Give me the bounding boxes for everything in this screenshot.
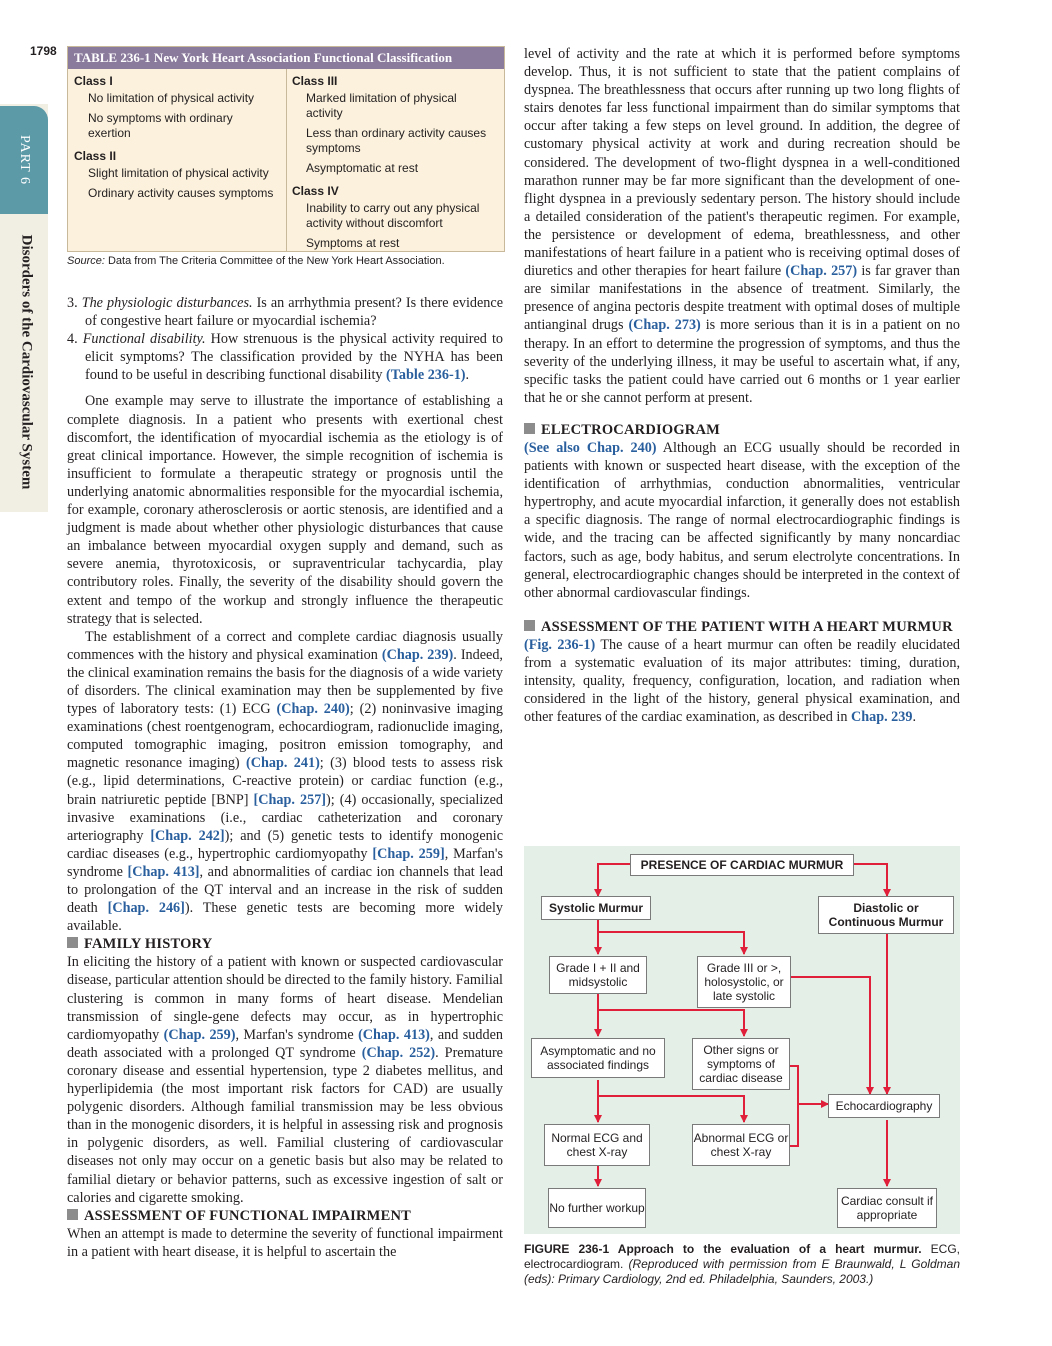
table-item: Inability to carry out any physical activity without discomfort (306, 201, 480, 230)
table-class-label: Class IV (292, 184, 339, 198)
source-text: Data from The Criteria Committee of the New York Heart Association. (104, 255, 445, 267)
section-heading: ASSESSMENT OF FUNCTIONAL IMPAIRMENT (67, 1207, 503, 1225)
section-heading: ELECTROCARDIOGRAM (524, 421, 960, 439)
section-heading: FAMILY HISTORY (67, 935, 503, 953)
right-column (524, 45, 960, 726)
caption-label: FIGURE 236-1 Approach to the evaluation of a heart murmur. (524, 1242, 922, 1256)
chapter-link[interactable]: [Chap. 259] (372, 845, 445, 862)
chapter-link[interactable]: (Chap. 239) (381, 646, 454, 663)
table-class-label: Class I (74, 74, 113, 88)
table-item: No symptoms with ordinary exertion (88, 111, 233, 140)
square-bullet-icon (67, 937, 78, 948)
table-item: Asymptomatic at rest (306, 161, 419, 175)
list-item: 3. The physiologic disturbances. Is an arrhythmia present? Is there evidence of congestive heart failure or myocardial ischemia? (67, 295, 503, 330)
chapter-link[interactable]: (Chap. 257) (785, 263, 858, 280)
nyha-table (67, 46, 505, 252)
table-item: Less than ordinary activity causes symptoms (306, 126, 487, 155)
table-column-right (286, 71, 496, 256)
chapter-link[interactable]: (Chap. 259) (163, 1026, 236, 1043)
paragraph: (Fig. 236-1) The cause of a heart murmur can often be readily elucidated from a systematic evaluation of its major attributes: timing, duration, intensity, quality, frequency, configuration, location, and radiation when considered in the light of the history, general physical examination, and other features of the cardiac examination, as described in Chap. 239. (524, 636, 960, 726)
paragraph: (See also Chap. 240) Although an ECG usually should be recorded in patients with known or suspected heart disease, with the exception of the identification of arrhythmias, conduction abnormalities, ventricular hypertrophy, and acute myocardial infarction, it generally does not establish a specific diagnosis. The range of normal electrocardiographic findings is wide, and the tracing can be affected significantly by many noncardiac factors, such as age, body habitus, and serum electrolyte concentrations. In general, electrocardiographic changes should be interpreted in the context of other abnormal cardiovascular findings. (524, 439, 960, 601)
caption-text: ECG, electrocardiogram. (524, 1242, 961, 1271)
paragraph: One example may serve to illustrate the importance of establishing a complete diagnosis. In a patient who presents with exertional chest discomfort, the identification of myocardial ischemia as the etiology is of great clinical importance. However, the simple recognition of ischemia is insufficient to formulate a therapeutic strategy or prognosis until the underlying anatomic abnormalities responsible for the myocardial ischemia, for example, coronary atherosclerosis or aortic stenosis, are identified and a judgment is made about whether other physiologic disturbances that cause an imbalance between myocardial oxygen supply and demand, such as severe anemia, thyrotoxicosis, or supraventricular tachycardia, play contributory roles. Finally, the severity of the disability should govern the extent and tempo of the workup and strongly influence the therapeutic strategy that is selected. (67, 393, 503, 627)
chapter-link[interactable]: (Chap. 241) (246, 755, 320, 772)
figure-caption (524, 1242, 960, 1287)
systolic-box: Systolic Murmur (541, 896, 651, 920)
chapter-link[interactable]: [Chap. 257] (253, 791, 327, 808)
page-number: 1798 (30, 44, 57, 58)
chapter-link[interactable]: (Chap. 413) (358, 1026, 430, 1043)
no-further-box: No further workup (548, 1188, 646, 1228)
chapter-link[interactable]: (Chap. 252) (361, 1044, 436, 1061)
table-source (67, 255, 507, 267)
table-item: Symptoms at rest (306, 236, 400, 250)
paragraph: The establishment of a correct and complete cardiac diagnosis usually commences with the history and physical examination (Chap. 239). Indeed, the clinical examination remains the basis for the diagnosis of a wide variety of disorders. The clinical examination may then be supplemented by five types of laboratory tests: (1) ECG (Chap. 240); (2) noninvasive imaging examinations (chest roentgenogram, echocardiogram, radionuclide imaging, computed tomographic imaging, positron emission tomography, and magnetic resonance imaging) (Chap. 241); (3) blood tests to assess risk (e.g., lipid determinations, C-reactive protein) or cardiac function (e.g., brain natriuretic peptide [BNP] [Chap. 257]); (4) occasionally, specialized invasive examinations (i.e., cardiac catheterization and coronary arteriography [Chap. 242]); and (5) genetic tests to identify monogenic cardiac diseases (e.g., hypertrophic cardiomyopathy [Chap. 259], Marfan's syndrome [Chap. 413], and abnormalities of cardiac ion channels that lead to prolongation of the QT interval and an increase in the risk of sudden death [Chap. 246]). These genetic tests are becoming more widely available. (67, 628, 504, 935)
table-item: Ordinary activity causes symptoms (88, 186, 274, 200)
grade-1-2-box: Grade I + II and midsystolic (549, 956, 647, 994)
chapter-link[interactable]: (Chap. 240) (276, 701, 350, 718)
source-label: Source: (67, 255, 105, 267)
square-bullet-icon (67, 1209, 78, 1220)
table-column-left (68, 71, 278, 206)
part-label: PART 6 (17, 135, 32, 185)
table-item: Marked limitation of physical activity (306, 91, 457, 120)
figure-link[interactable]: (Fig. 236-1) (524, 636, 596, 653)
cardiac-consult-box: Cardiac consult if appropriate (837, 1188, 937, 1228)
diastolic-box: Diastolic or Continuous Murmur (818, 896, 954, 934)
paragraph: In eliciting the history of a patient with known or suspected cardiovascular disease, particular attention should be directed to the family history. Familial clustering is common in many forms of heart disease. Mendelian transmission of single-gene defects may occur, as in hypertrophic cardiomyopathy (Chap. 259), Marfan's syndrome (Chap. 413), and sudden death associated with a prolonged QT syndrome (Chap. 252). Premature coronary disease and essential hypertension, type 2 diabetes mellitus, and hyperlipidemia (the most important risk factors for CAD) are usually polygenic disorders. Although familial transmission may be less obvious than in the monogenic disorders, it is helpful in assessing risk and prognosis in polygenic disorders, as well. Familial clustering of cardiovascular diseases not only may occur on a genetic basis but also may be related to familial dietary or behavior patterns, such as excessive ingestion of salt or calories and cigarette smoking. (67, 954, 503, 1206)
abnormal-ecg-box: Abnormal ECG or chest X-ray (692, 1124, 790, 1166)
chapter-link[interactable]: [Chap. 413] (127, 863, 200, 880)
presence-box: PRESENCE OF CARDIAC MURMUR (630, 854, 854, 876)
other-signs-box: Other signs or symptoms of cardiac disease (692, 1038, 790, 1090)
normal-ecg-box: Normal ECG and chest X-ray (544, 1124, 650, 1166)
paragraph: level of activity and the rate at which it is performed before symptoms develop. Thus, it is not sufficient to state that the patient complains of dyspnea. The breathlessness that occurs after running up two long flights of stairs denotes far less functional impairment than do similar symptoms that occur after taking a few steps on level ground. In addition, the degree of customary physical activity at work and during recreation should be considered. The development of two-flight dyspnea in a well-conditioned marathon runner may be far more significant than the development of one-flight dyspnea in a previously sedentary person. The history should include a detailed consideration of the patient's therapeutic regimen. For example, the persistence or development of edema, breathlessness, and other manifestations of heart failure in a patient who is receiving optimal doses of diuretics and other therapies for heart failure (Chap. 257) is far graver than are similar manifestations in the absence of treatment. Similarly, the presence of angina pectoris despite treatment with optimal doses of multiple antianginal drugs (Chap. 273) is more serious than it is in a patient on no therapy. In an effort to determine the progression of symptoms, and thus the severity of the underlying illness, it may be useful to ascertain what, if any, specific tasks the patient could have carried out 6 months or 1 year earlier that he or she cannot perform at present. (524, 46, 960, 406)
asymptomatic-box: Asymptomatic and no associated findings (531, 1038, 665, 1078)
chapter-link[interactable]: Chap. 239 (850, 709, 913, 726)
table-title: TABLE 236-1 New York Heart Association Functional Classification (68, 47, 504, 69)
chapter-link[interactable]: (See also Chap. 240) (524, 439, 657, 456)
list-item: 4. Functional disability. How strenuous is the physical activity required to elicit symptoms? The classification provided by the NYHA has been found to be useful in describing functional disability (Table 236-1). (67, 331, 503, 384)
part-title: Disorders of the Cardiovascular System (18, 234, 35, 490)
grade-3-box: Grade III or >, holosystolic, or late systolic (697, 956, 791, 1008)
table-class-label: Class II (74, 149, 117, 163)
left-column (67, 294, 503, 1261)
caption-credit: (Reproduced with permission from E Braunwald, L Goldman (eds): Primary Cardiology, 2nd ed. Philadelphia, Saunders, 2003.) (524, 1257, 960, 1286)
table-link[interactable]: (Table 236-1) (386, 367, 466, 384)
chapter-link[interactable]: [Chap. 246] (107, 900, 185, 917)
echocardiography-box: Echocardiography (828, 1094, 940, 1118)
square-bullet-icon (524, 620, 535, 631)
table-item: No limitation of physical activity (88, 91, 255, 105)
chapter-link[interactable]: [Chap. 242] (150, 827, 225, 844)
chapter-link[interactable]: (Chap. 273) (628, 317, 701, 334)
section-heading: ASSESSMENT OF THE PATIENT WITH A HEART MURMUR (524, 618, 960, 636)
table-item: Slight limitation of physical activity (88, 166, 269, 180)
table-class-label: Class III (292, 74, 338, 88)
paragraph: When an attempt is made to determine the severity of functional impairment in a patient with heart disease, it is helpful to ascertain the (67, 1225, 503, 1260)
murmur-flowchart (524, 846, 960, 1234)
square-bullet-icon (524, 423, 535, 434)
